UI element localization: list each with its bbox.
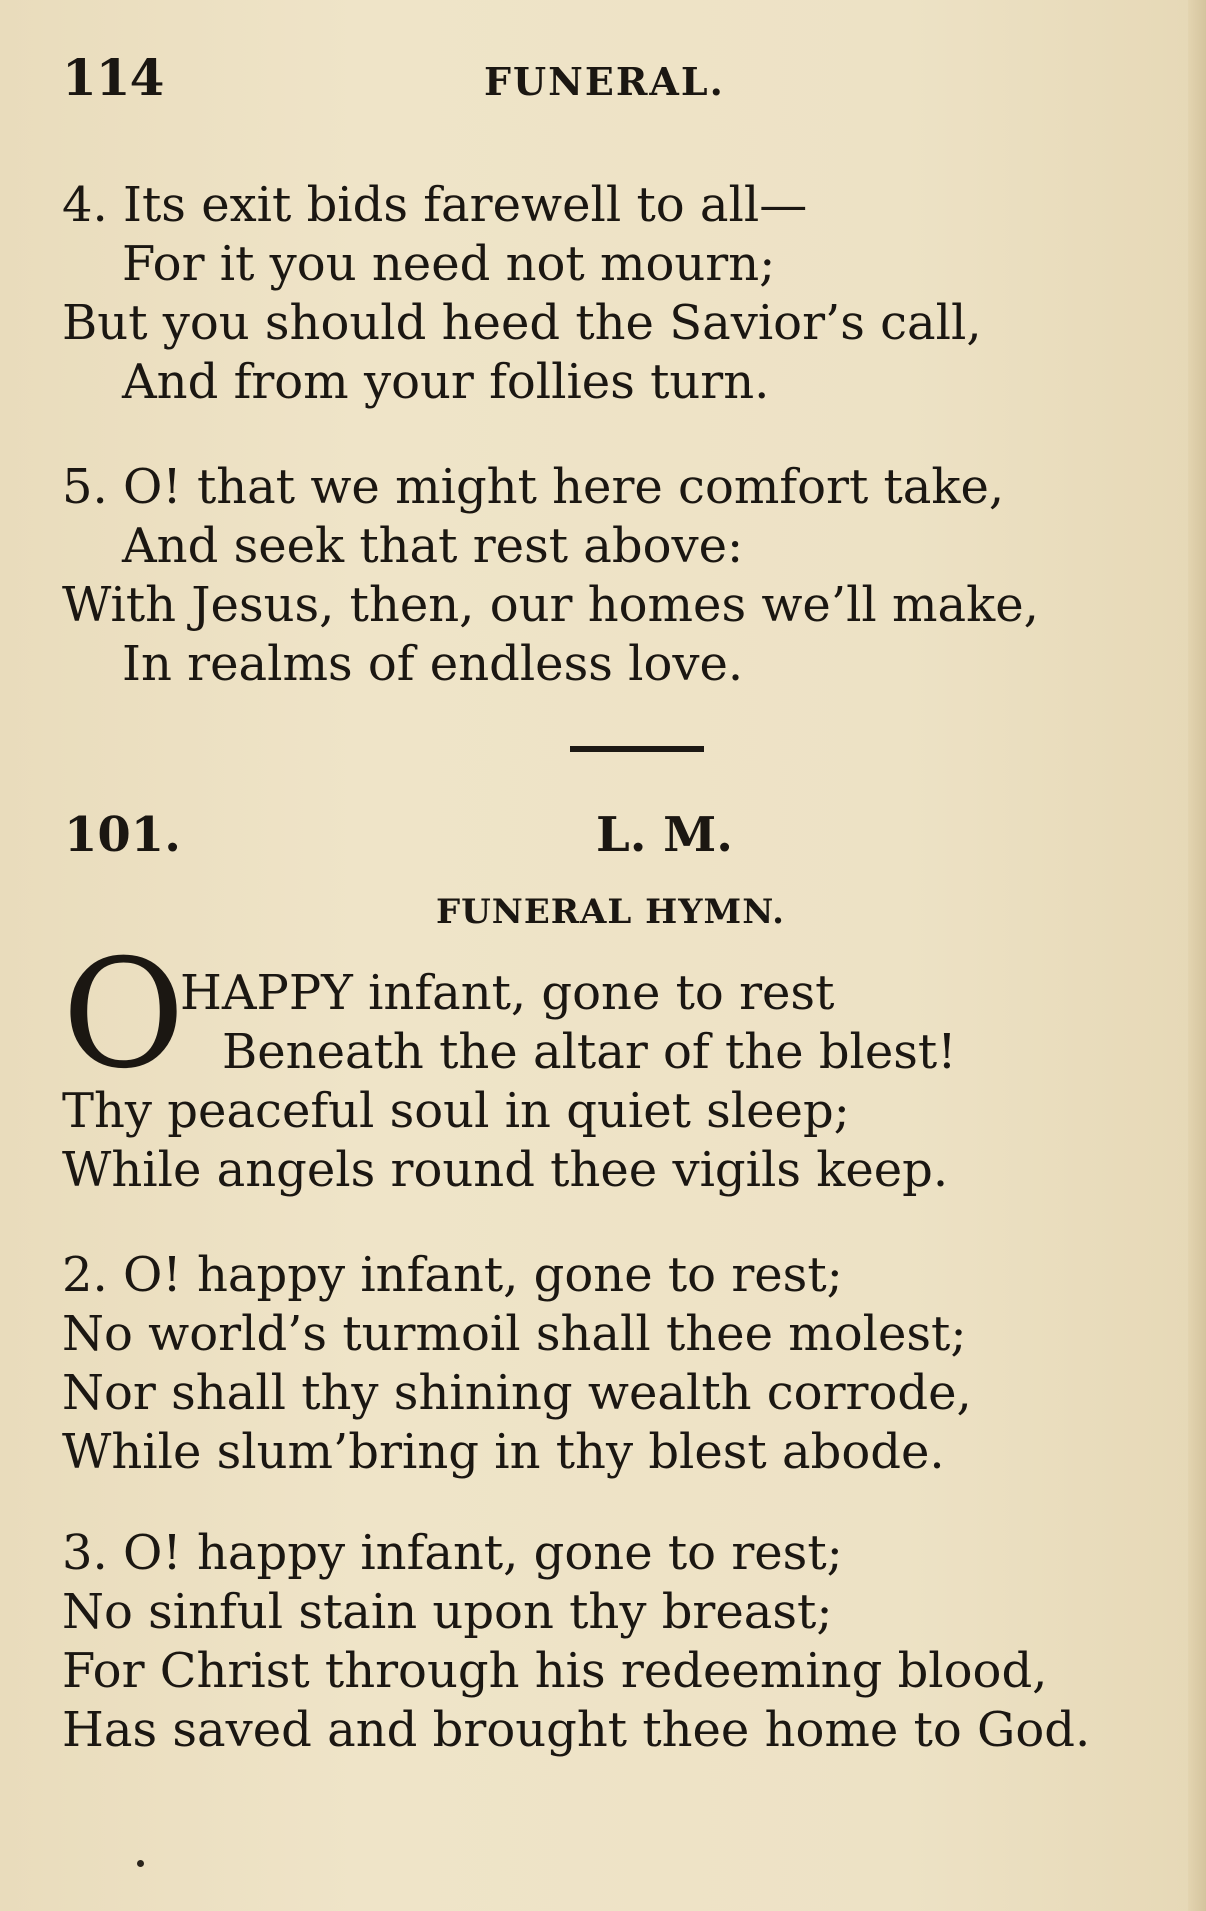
verse-line: Beneath the altar of the blest!	[222, 1024, 957, 1080]
hymn-meter: L. M.	[596, 807, 734, 863]
verse-line: While angels round thee vigils keep.	[62, 1142, 949, 1198]
verse-line: 3. O! happy infant, gone to rest;	[62, 1525, 843, 1581]
running-head: FUNERAL.	[484, 59, 725, 104]
hymn-stanza-1	[62, 964, 957, 1200]
verse-line: No sinful stain upon thy breast;	[62, 1584, 833, 1640]
hymn-number: 101.	[64, 807, 181, 863]
verse-line: In realms of endless love.	[122, 636, 744, 692]
verse-line: And from your follies turn.	[122, 354, 770, 410]
ink-fleck	[137, 1860, 144, 1867]
hymn-title: FUNERAL HYMN.	[436, 892, 785, 932]
verse-line: But you should heed the Savior’s call,	[62, 295, 982, 351]
verse-line: HAPPY infant, gone to rest	[180, 965, 835, 1021]
verse-line: Thy peaceful soul in quiet sleep;	[62, 1083, 850, 1139]
verse-line: Nor shall thy shining wealth corrode,	[62, 1365, 972, 1421]
verse-line: No world’s turmoil shall thee molest;	[62, 1306, 967, 1362]
hymn-stanza-2	[62, 1246, 972, 1482]
previous-hymn-stanza-5	[62, 458, 1039, 694]
verse-line: 4. Its exit bids farewell to all—	[62, 177, 808, 233]
verse-line: For it you need not mourn;	[122, 236, 776, 292]
verse-line: 5. O! that we might here comfort take,	[62, 459, 1005, 515]
section-divider	[570, 746, 704, 752]
verse-line: Has saved and brought thee home to God.	[62, 1702, 1091, 1758]
hymn-stanza-3	[62, 1524, 1090, 1760]
verse-line: While slum’bring in thy blest abode.	[62, 1424, 945, 1480]
drop-cap: O	[62, 928, 185, 1102]
verse-line: With Jesus, then, our homes we’ll make,	[62, 577, 1039, 633]
page-edge	[1188, 0, 1206, 1911]
verse-line: 2. O! happy infant, gone to rest;	[62, 1247, 843, 1303]
page-header	[62, 48, 1122, 108]
page-number: 114	[62, 48, 164, 107]
previous-hymn-stanza-4	[62, 176, 982, 412]
verse-line: And seek that rest above:	[122, 518, 744, 574]
verse-line: For Christ through his redeeming blood,	[62, 1643, 1048, 1699]
